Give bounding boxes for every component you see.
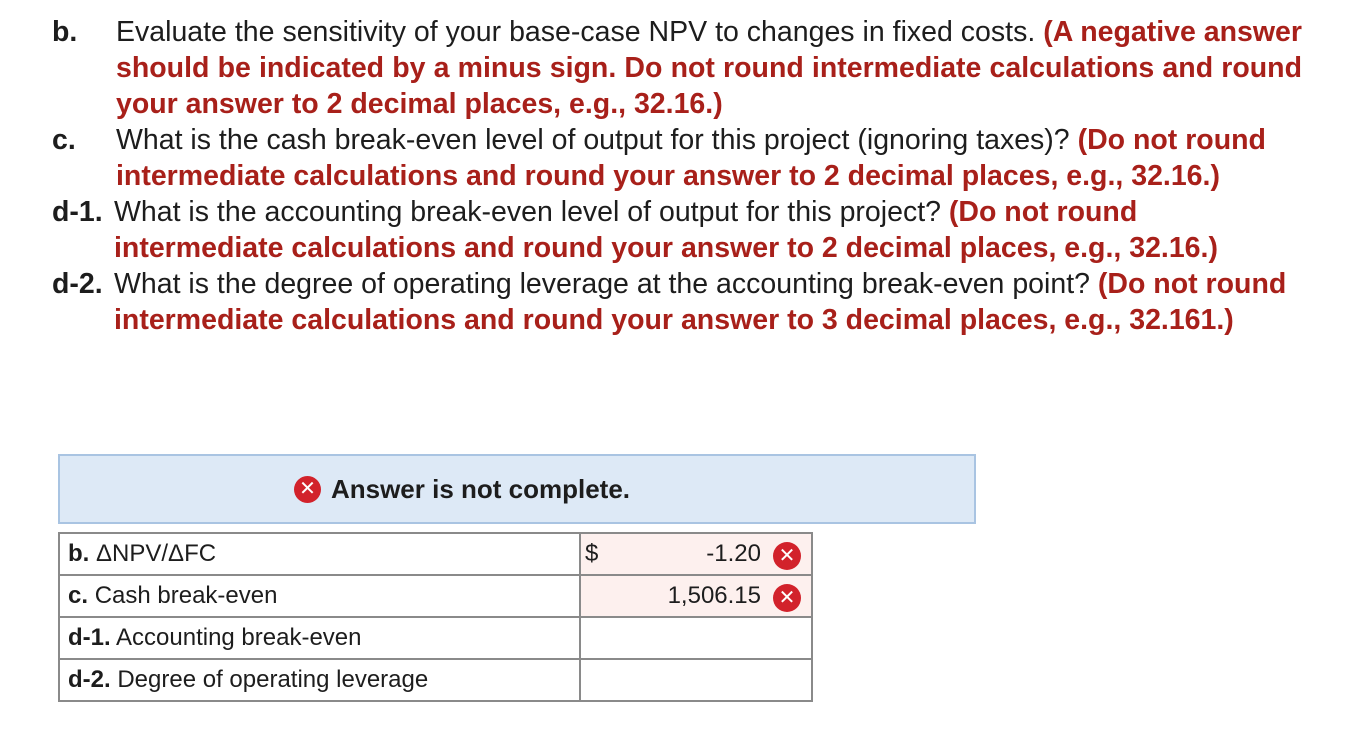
question-body xyxy=(114,194,1302,266)
row-label xyxy=(59,575,580,617)
row-prefix: c. xyxy=(68,582,89,609)
answer-input-cell[interactable] xyxy=(580,575,812,617)
row-prefix: b. xyxy=(68,540,90,567)
question-b xyxy=(52,14,1302,122)
question-label: d-2. xyxy=(52,268,103,300)
row-label xyxy=(59,659,580,701)
question-text: Evaluate the sensitivity of your base-case NPV to changes in fixed costs. xyxy=(116,16,1036,48)
row-label-text: Degree of operating leverage xyxy=(117,666,429,693)
row-label-text: Cash break-even xyxy=(94,582,278,609)
currency-symbol: $ xyxy=(585,540,599,567)
answer-value[interactable]: 1,506.15 xyxy=(667,582,761,609)
question-instruction: (Do not round intermediate calculations and round your answer to 3 decimal places, e.g., 32.161.) xyxy=(114,268,1287,336)
table-row xyxy=(59,575,812,617)
question-list xyxy=(52,14,1302,338)
answer-value[interactable]: -1.20 xyxy=(706,540,761,567)
table-row xyxy=(59,659,812,701)
incorrect-icon: ✕ xyxy=(773,542,801,570)
answer-status-banner xyxy=(58,454,976,524)
answer-table xyxy=(58,532,813,702)
question-instruction: (Do not round intermediate calculations and round your answer to 2 decimal places, e.g., 32.16.) xyxy=(116,124,1266,192)
answer-input-cell[interactable] xyxy=(580,659,812,701)
row-label-text: Accounting break-even xyxy=(116,624,362,651)
question-text: What is the cash break-even level of output for this project (ignoring taxes)? xyxy=(116,124,1070,156)
question-d1 xyxy=(52,194,1302,266)
answer-input-cell[interactable] xyxy=(580,617,812,659)
row-label-text: ΔNPV/ΔFC xyxy=(96,540,217,567)
question-instruction: (Do not round intermediate calculations and round your answer to 2 decimal places, e.g., 32.16.) xyxy=(114,196,1218,264)
question-body xyxy=(114,266,1302,338)
row-label xyxy=(59,533,580,575)
row-label xyxy=(59,617,580,659)
banner-text: Answer is not complete. xyxy=(330,473,631,504)
table-row xyxy=(59,533,812,575)
row-prefix: d-1. xyxy=(68,624,111,651)
question-d2 xyxy=(52,266,1302,338)
question-instruction: (A negative answer should be indicated by a minus sign. Do not round intermediate calculations and round your answer to 2 decimal places, e.g., 32.16.) xyxy=(116,16,1302,120)
question-text: What is the degree of operating leverage at the accounting break-even point? xyxy=(114,268,1090,300)
x-circle-icon: ✕ xyxy=(294,476,321,503)
question-body xyxy=(116,14,1302,122)
question-label: b. xyxy=(52,16,78,48)
table-row xyxy=(59,617,812,659)
answer-input-cell[interactable] xyxy=(580,533,812,575)
question-text: What is the accounting break-even level of output for this project? xyxy=(114,196,941,228)
incorrect-icon: ✕ xyxy=(773,584,801,612)
question-body xyxy=(116,122,1302,194)
question-label: d-1. xyxy=(52,196,103,228)
question-c xyxy=(52,122,1302,194)
question-label: c. xyxy=(52,124,76,156)
banner-content xyxy=(294,474,630,505)
row-prefix: d-2. xyxy=(68,666,111,693)
